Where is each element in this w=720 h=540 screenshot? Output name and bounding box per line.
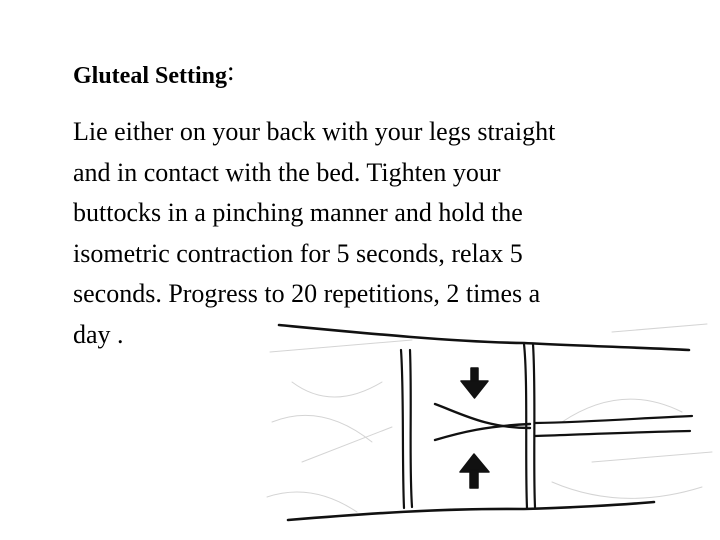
right-region-line <box>524 344 527 508</box>
instruction-line: isometric contraction for 5 seconds, relax 5 <box>73 238 523 268</box>
left-region-line <box>401 350 404 508</box>
arrow-up-icon <box>460 454 489 488</box>
instruction-line: buttocks in a pinching manner and hold the <box>73 198 523 227</box>
instruction-line: Lie either on your back with your legs straight <box>73 117 556 146</box>
right-region-line-inner <box>533 344 535 507</box>
instruction-line: seconds. Progress to 20 repetitions, 2 times a <box>73 279 541 308</box>
buttocks-squeeze-illustration <box>262 312 720 540</box>
title-line <box>73 56 235 92</box>
leg-line-lower <box>535 431 690 436</box>
leg-line-upper <box>535 416 692 423</box>
left-region-line-inner <box>410 350 412 507</box>
slide-title: Gluteal Setting <box>73 63 227 89</box>
title-colon: : <box>227 56 235 86</box>
lower-body-contour <box>288 502 654 520</box>
instruction-line: day . <box>73 319 124 349</box>
instruction-line: and in contact with the bed. Tighten your <box>73 157 501 187</box>
arrow-down-icon <box>461 368 488 398</box>
